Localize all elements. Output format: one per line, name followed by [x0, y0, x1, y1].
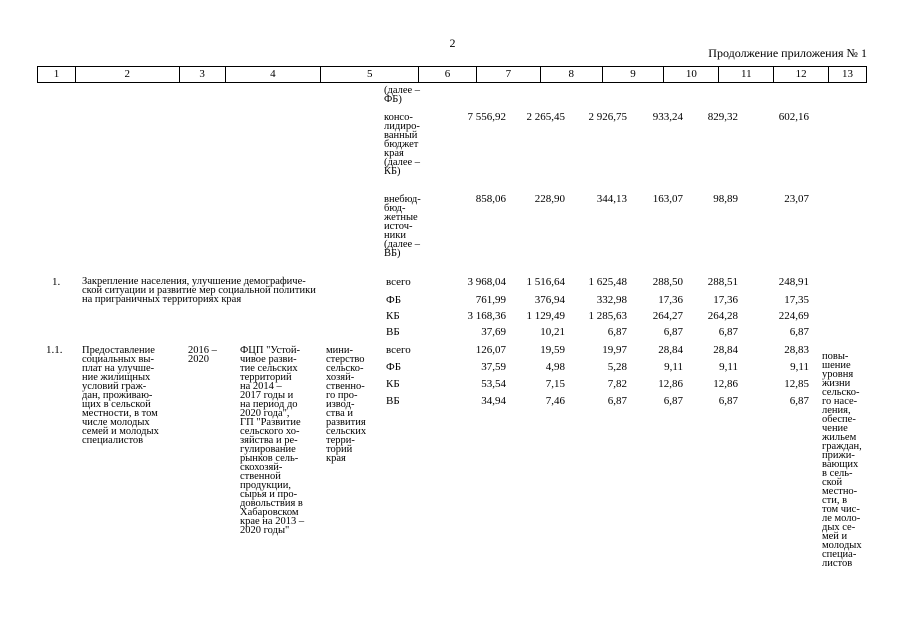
- row-label: ВБ: [386, 326, 400, 338]
- cell-col10: 264,27: [652, 310, 683, 322]
- cell-col7: 3 968,04: [467, 276, 506, 288]
- col-header-6: 6: [419, 67, 477, 82]
- cell-col10: 9,11: [664, 361, 683, 373]
- cell-col11: 9,11: [719, 361, 738, 373]
- kb-value-col12: 602,16: [778, 111, 809, 123]
- section-1-1-title: Предоставление социальных вы- плат на улучше- ние жилищных условий граж- дан, проживаю- щих в сельской местности, в том числе молодых семей и молодых специалистов: [82, 345, 159, 446]
- col-header-9: 9: [603, 67, 665, 82]
- cell-col10: 28,84: [658, 344, 683, 356]
- row-label: ВБ: [386, 395, 400, 407]
- cell-col10: 12,86: [658, 378, 683, 390]
- kb-label: консо- лидиро- ванный бюджет края (далее – КБ): [384, 112, 421, 177]
- cell-col12: 224,69: [778, 310, 809, 322]
- cell-col11: 12,86: [713, 378, 738, 390]
- row-label: всего: [386, 276, 411, 288]
- col-header-7: 7: [477, 67, 541, 82]
- cell-col9: 1 285,63: [588, 310, 627, 322]
- section-1-1-result: повы- шение уровня жизни сельско- го насе- ления, обеспе- чение жильем граждан, прижи- вающих в сель- ской местно- сти, в том чис- ле моло- дых се- мей и молодых специа- листов: [822, 351, 862, 569]
- cell-col11: 264,28: [707, 310, 738, 322]
- vb-value-col10: 163,07: [652, 193, 683, 205]
- col-header-12: 12: [774, 67, 829, 82]
- section-1-1-program: ФЦП "Устой- чивое разви- тие сельских территорий на 2014 – 2017 годы и на период до 2020 года", ГП "Развитие сельского хо- зяйства и ре- гулирование рынков сель- скохозяй- ственной продукции, сырья и про- довольствия в Хабаровском крае на 2013 – 2020 годы": [240, 345, 305, 536]
- section-1-title: Закрепление населения, улучшение демографиче- ской ситуации и развитие мер социальной политики на приграничных территориях края: [82, 276, 316, 305]
- cell-col7: 34,94: [481, 395, 506, 407]
- cell-col12: 6,87: [789, 326, 809, 338]
- cell-col9: 19,97: [602, 344, 627, 356]
- cell-col8: 1 129,49: [526, 310, 565, 322]
- vb-value-col12: 23,07: [784, 193, 809, 205]
- cell-col8: 7,46: [545, 395, 565, 407]
- vb-label: внебюд- бюд- жетные источ- ники (далее – ВБ): [384, 194, 421, 259]
- col-header-3: 3: [180, 67, 226, 82]
- col-header-11: 11: [719, 67, 774, 82]
- cell-col11: 6,87: [718, 326, 738, 338]
- section-1-1-period: 2016 – 2020: [188, 345, 217, 365]
- row-label: КБ: [386, 378, 400, 390]
- kb-value-col7: 7 556,92: [467, 111, 506, 123]
- cell-col9: 7,82: [607, 378, 627, 390]
- row-label: ФБ: [386, 294, 402, 306]
- cell-col12: 28,83: [784, 344, 809, 356]
- cell-col9: 332,98: [596, 294, 627, 306]
- cell-col7: 3 168,36: [467, 310, 506, 322]
- cell-col10: 6,87: [663, 326, 683, 338]
- cell-col8: 7,15: [545, 378, 565, 390]
- page-number: 2: [449, 36, 456, 50]
- cell-col12: 9,11: [790, 361, 809, 373]
- cell-col11: 17,36: [713, 294, 738, 306]
- kb-value-col10: 933,24: [652, 111, 683, 123]
- vb-value-col7: 858,06: [475, 193, 506, 205]
- cell-col10: 288,50: [652, 276, 683, 288]
- cell-col7: 37,59: [481, 361, 506, 373]
- cell-col7: 53,54: [481, 378, 506, 390]
- row-label: всего: [386, 344, 411, 356]
- vb-value-col8: 228,90: [534, 193, 565, 205]
- table-header-row: [37, 66, 867, 83]
- section-1-1-executor: мини- стерство сельско- хозяй- ственно- го про- извод- ства и развития сельских терри- торий края: [326, 345, 367, 464]
- continuation-note: Продолжение приложения № 1: [708, 46, 867, 60]
- cell-col8: 1 516,64: [526, 276, 565, 288]
- cell-col7: 37,69: [481, 326, 506, 338]
- col-header-5: 5: [321, 67, 419, 82]
- cell-col12: 248,91: [778, 276, 809, 288]
- vb-value-col9: 344,13: [596, 193, 627, 205]
- kb-value-col9: 2 926,75: [588, 111, 627, 123]
- cell-col7: 126,07: [475, 344, 506, 356]
- cell-col9: 6,87: [607, 326, 627, 338]
- section-1-1-number: 1.1.: [46, 344, 63, 356]
- cell-col8: 10,21: [540, 326, 565, 338]
- kb-value-col11: 829,32: [707, 111, 738, 123]
- cell-col11: 288,51: [707, 276, 738, 288]
- kb-value-col8: 2 265,45: [526, 111, 565, 123]
- cell-col12: 17,35: [784, 294, 809, 306]
- col-header-4: 4: [226, 67, 322, 82]
- vb-value-col11: 98,89: [713, 193, 738, 205]
- cell-col8: 376,94: [534, 294, 565, 306]
- row-label: ФБ: [386, 361, 402, 373]
- section-1-number: 1.: [52, 276, 61, 288]
- col-header-2: 2: [76, 67, 180, 82]
- col-header-1: 1: [38, 67, 76, 82]
- cell-col10: 17,36: [658, 294, 683, 306]
- cell-col7: 761,99: [475, 294, 506, 306]
- cell-col11: 6,87: [718, 395, 738, 407]
- cell-col9: 6,87: [607, 395, 627, 407]
- cell-col9: 1 625,48: [588, 276, 627, 288]
- fb-label-tail: (далее – ФБ): [384, 85, 421, 105]
- cell-col12: 6,87: [789, 395, 809, 407]
- cell-col10: 6,87: [663, 395, 683, 407]
- cell-col8: 4,98: [545, 361, 565, 373]
- col-header-13: 13: [842, 68, 854, 80]
- cell-col11: 28,84: [713, 344, 738, 356]
- cell-col12: 12,85: [784, 378, 809, 390]
- cell-col9: 5,28: [607, 361, 627, 373]
- col-header-8: 8: [541, 67, 603, 82]
- row-label: КБ: [386, 310, 400, 322]
- col-header-10: 10: [664, 67, 719, 82]
- cell-col8: 19,59: [540, 344, 565, 356]
